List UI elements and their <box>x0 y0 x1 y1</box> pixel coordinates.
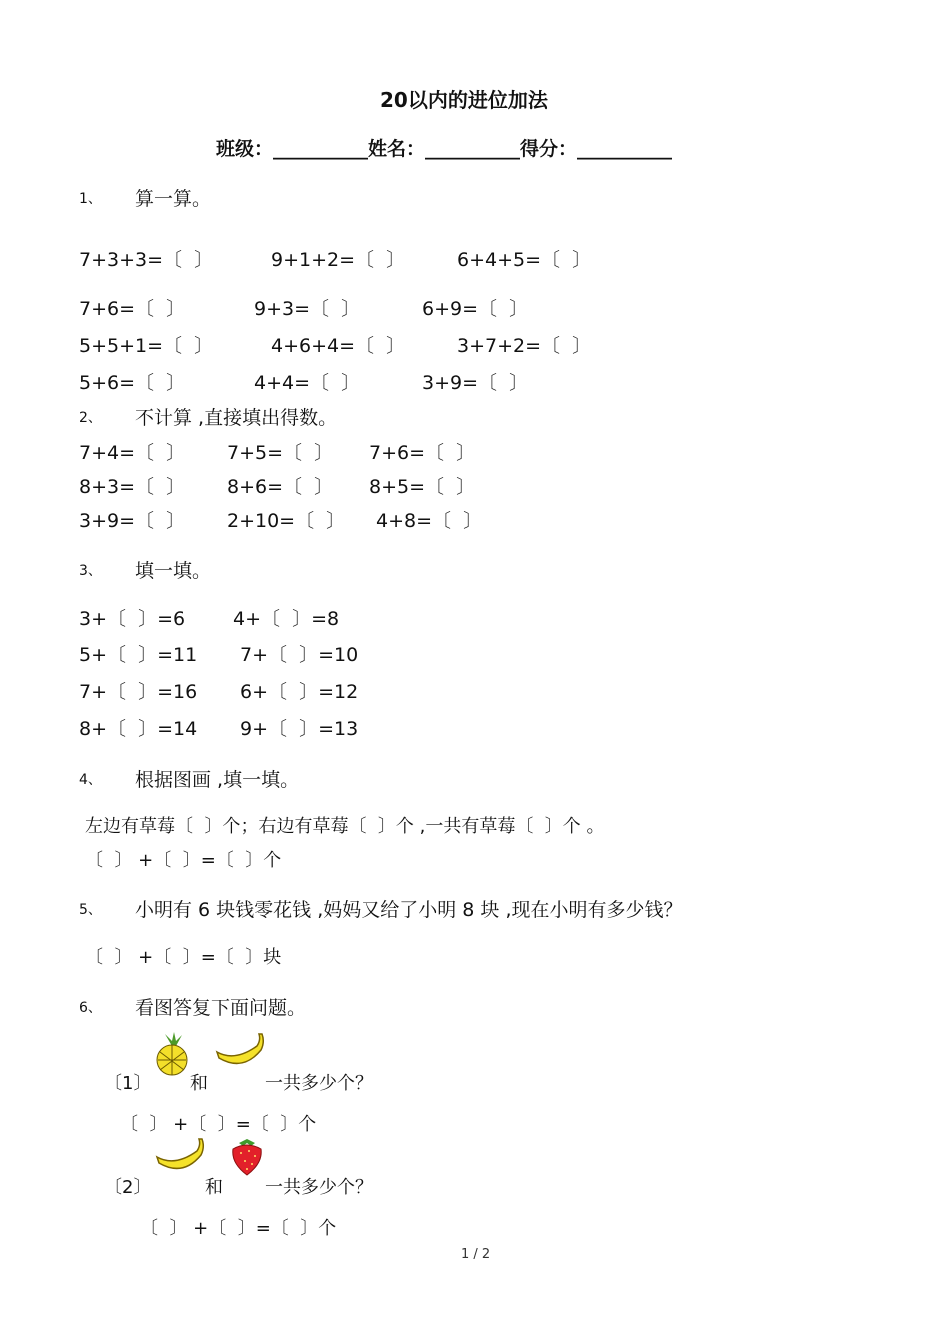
section-1-number: 1、 <box>79 191 102 207</box>
page-title: 20以内的进位加法 <box>380 88 548 112</box>
section-4-label: 根据图画 ,填一填。 <box>135 769 300 791</box>
answer-equation: 〔 〕 +〔 〕=〔 〕个 <box>120 1114 317 1135</box>
problem: 3+9=〔 〕 <box>79 510 186 532</box>
banana-icon <box>155 1137 205 1175</box>
section-5-label: 小明有 6 块钱零花钱 ,妈妈又给了小明 8 块 ,现在小明有多少钱？ <box>135 899 683 921</box>
problem: 3+9=〔 〕 <box>422 372 529 394</box>
and-word: 和 <box>190 1073 208 1094</box>
section-4-number: 4、 <box>79 772 102 788</box>
section-3-number: 3、 <box>79 563 102 579</box>
banana-icon <box>215 1032 265 1070</box>
problem: 9+3=〔 〕 <box>254 298 361 320</box>
problem: 8+3=〔 〕 <box>79 476 186 498</box>
problem: 6+9=〔 〕 <box>422 298 529 320</box>
problem: 4+〔 〕=8 <box>233 608 340 630</box>
problem: 7+〔 〕=16 <box>79 681 198 703</box>
question-1-tag: 〔1〕 <box>104 1073 152 1094</box>
problem: 9+1+2=〔 〕 <box>271 249 406 271</box>
question-text: 一共多少个？ <box>265 1073 373 1094</box>
problem: 9+〔 〕=13 <box>240 718 359 740</box>
problem: 8+〔 〕=14 <box>79 718 198 740</box>
section-2-number: 2、 <box>79 410 102 426</box>
problem: 7+〔 〕=10 <box>240 644 359 666</box>
problem: 7+6=〔 〕 <box>79 298 186 320</box>
problem: 7+6=〔 〕 <box>369 442 476 464</box>
pineapple-icon <box>152 1032 192 1076</box>
section-1-label: 算一算。 <box>135 188 212 210</box>
problem: 6+4+5=〔 〕 <box>457 249 592 271</box>
problem: 3+7+2=〔 〕 <box>457 335 592 357</box>
question-text: 一共多少个？ <box>265 1177 373 1198</box>
problem: 2+10=〔 〕 <box>227 510 346 532</box>
section-2-label: 不计算 ,直接填出得数。 <box>135 407 338 429</box>
answer-equation: 〔 〕 +〔 〕=〔 〕个 <box>85 850 282 871</box>
answer-equation: 〔 〕 +〔 〕=〔 〕个 <box>140 1218 337 1239</box>
problem: 5+5+1=〔 〕 <box>79 335 214 357</box>
problem: 5+6=〔 〕 <box>79 372 186 394</box>
problem: 7+3+3=〔 〕 <box>79 249 214 271</box>
problem: 7+5=〔 〕 <box>227 442 334 464</box>
problem: 8+5=〔 〕 <box>369 476 476 498</box>
section-6-number: 6、 <box>79 1000 102 1016</box>
question-2-tag: 〔2〕 <box>104 1177 152 1198</box>
answer-equation: 〔 〕 +〔 〕=〔 〕块 <box>85 947 282 968</box>
problem: 8+6=〔 〕 <box>227 476 334 498</box>
problem: 4+8=〔 〕 <box>376 510 483 532</box>
problem: 3+〔 〕=6 <box>79 608 186 630</box>
section-5-number: 5、 <box>79 902 102 918</box>
section-6-label: 看图答复下面问题。 <box>135 997 307 1019</box>
problem: 4+4=〔 〕 <box>254 372 361 394</box>
problem: 7+4=〔 〕 <box>79 442 186 464</box>
problem: 5+〔 〕=11 <box>79 644 198 666</box>
section-3-label: 填一填。 <box>135 560 212 582</box>
strawberry-icon <box>229 1137 265 1177</box>
problem: 4+6+4=〔 〕 <box>271 335 406 357</box>
page-number: 1 / 2 <box>461 1247 491 1262</box>
and-word: 和 <box>205 1177 223 1198</box>
student-info-line: 班级：__________姓名：__________得分：__________ <box>216 138 673 160</box>
problem: 6+〔 〕=12 <box>240 681 359 703</box>
strawberry-question: 左边有草莓〔 〕个；右边有草莓〔 〕个 ,一共有草莓〔 〕个 。 <box>85 816 605 837</box>
